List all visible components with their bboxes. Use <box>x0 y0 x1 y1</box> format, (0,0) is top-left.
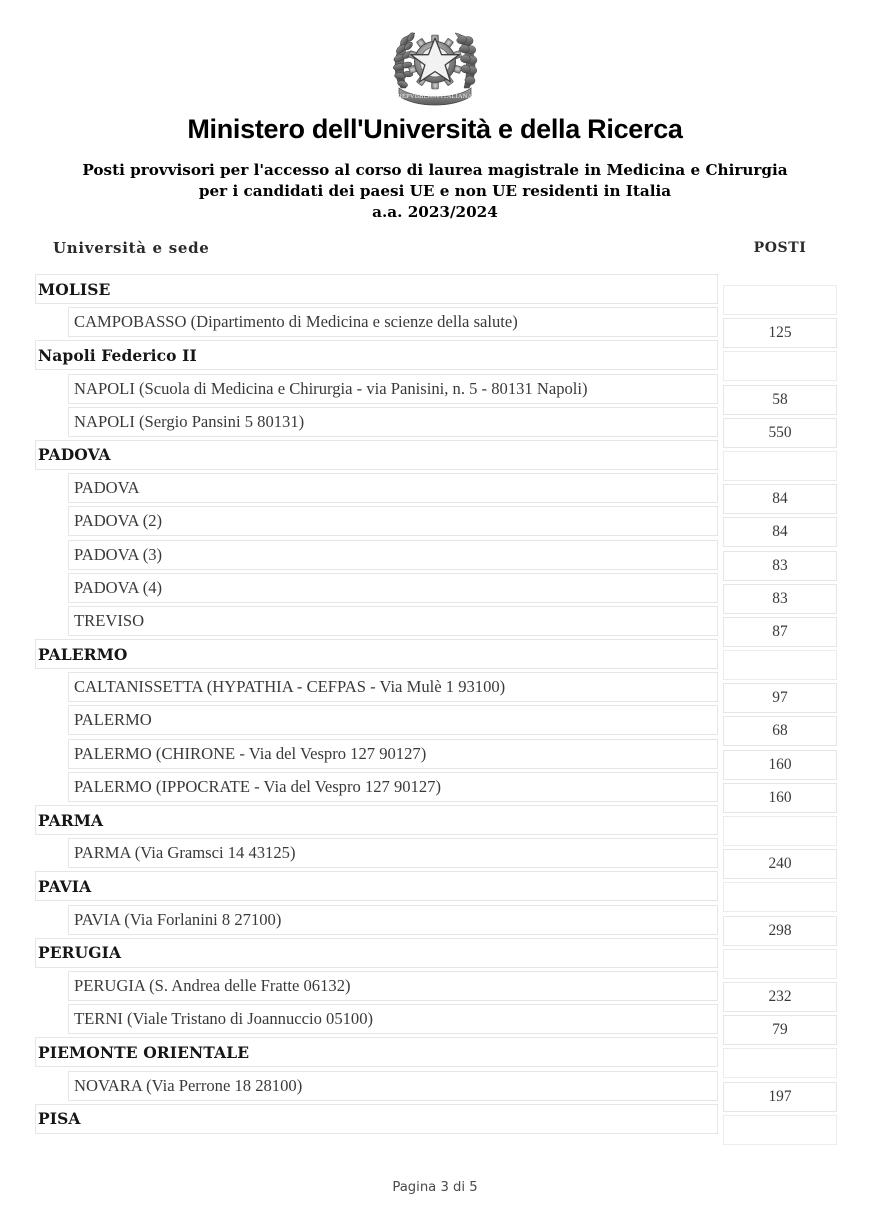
sede-name-cell: PARMA (Via Gramsci 14 43125) <box>68 838 718 868</box>
table-row <box>0 540 870 573</box>
group-name-cell: PISA <box>35 1104 718 1134</box>
posti-value-cell: 58 <box>723 385 837 415</box>
posti-value-cell: 97 <box>723 683 837 713</box>
table-row <box>0 307 870 340</box>
subtitle-line-2: per i candidati dei paesi UE e non UE residenti in Italia <box>198 182 672 200</box>
posti-value-cell: 79 <box>723 1015 837 1045</box>
posti-value-cell: 84 <box>723 517 837 547</box>
posti-value-cell <box>723 1115 837 1145</box>
group-name-cell: PAVIA <box>35 871 718 901</box>
table-row <box>0 573 870 606</box>
posti-value-cell: 232 <box>723 982 837 1012</box>
table-row <box>0 606 870 639</box>
sede-name-cell: PERUGIA (S. Andrea delle Fratte 06132) <box>68 971 718 1001</box>
subtitle-line-3: a.a. 2023/2024 <box>372 203 498 221</box>
sede-name-cell: PAVIA (Via Forlanini 8 27100) <box>68 905 718 935</box>
table-group-row <box>0 805 870 838</box>
table-group-row <box>0 1104 870 1137</box>
posti-value-cell: 550 <box>723 418 837 448</box>
table-group-row <box>0 639 870 672</box>
table-group-row <box>0 274 870 307</box>
table-group-row <box>0 871 870 904</box>
sede-name-cell: PALERMO (IPPOCRATE - Via del Vespro 127 90127) <box>68 772 718 802</box>
table-row <box>0 705 870 738</box>
sede-name-cell: TERNI (Viale Tristano di Joannuccio 05100) <box>68 1004 718 1034</box>
posti-value-cell: 240 <box>723 849 837 879</box>
sede-name-cell: PALERMO (CHIRONE - Via del Vespro 127 90127) <box>68 739 718 769</box>
table-row <box>0 1004 870 1037</box>
sede-name-cell: NOVARA (Via Perrone 18 28100) <box>68 1071 718 1101</box>
sede-name-cell: NAPOLI (Scuola di Medicina e Chirurgia - via Panisini, n. 5 - 80131 Napoli) <box>68 374 718 404</box>
subtitle-block <box>0 160 870 223</box>
svg-text:REPVBBLICA ITALIANA: REPVBBLICA ITALIANA <box>397 93 473 101</box>
table-row <box>0 374 870 407</box>
table-group-row <box>0 1037 870 1070</box>
table-group-row <box>0 440 870 473</box>
sede-name-cell: TREVISO <box>68 606 718 636</box>
sede-name-cell: CAMPOBASSO (Dipartimento di Medicina e scienze della salute) <box>68 307 718 337</box>
emblem-ribbon <box>398 88 473 105</box>
group-name-cell: PERUGIA <box>35 938 718 968</box>
table-row <box>0 772 870 805</box>
posti-value-cell: 125 <box>723 318 837 348</box>
posti-value-cell: 87 <box>723 617 837 647</box>
group-name-cell: PALERMO <box>35 639 718 669</box>
posti-value-cell: 197 <box>723 1082 837 1112</box>
page-title: Ministero dell'Università e della Ricerca <box>187 114 683 144</box>
sede-name-cell: PALERMO <box>68 705 718 735</box>
emblem-container <box>0 22 870 112</box>
page-footer: Pagina 3 di 5 <box>392 1180 478 1195</box>
table-row <box>0 905 870 938</box>
posti-value-cell: 84 <box>723 484 837 514</box>
table-row <box>0 838 870 871</box>
table-group-row <box>0 340 870 373</box>
column-header-universita-e-sede: Università e sede <box>53 239 210 257</box>
posti-value-cell: 83 <box>723 584 837 614</box>
sede-name-cell: PADOVA <box>68 473 718 503</box>
table-body <box>0 274 870 1137</box>
column-header-posti: POSTI <box>753 240 807 256</box>
table-row <box>0 1071 870 1104</box>
posti-value-cell: 160 <box>723 783 837 813</box>
posti-value-cell: 68 <box>723 716 837 746</box>
group-name-cell: PIEMONTE ORIENTALE <box>35 1037 718 1067</box>
table-group-row <box>0 938 870 971</box>
sede-name-cell: CALTANISSETTA (HYPATHIA - CEFPAS - Via Mulè 1 93100) <box>68 672 718 702</box>
posti-value-cell: 298 <box>723 916 837 946</box>
sede-name-cell: PADOVA (4) <box>68 573 718 603</box>
sede-name-cell: PADOVA (2) <box>68 506 718 536</box>
group-name-cell: PADOVA <box>35 440 718 470</box>
sede-name-cell: PADOVA (3) <box>68 540 718 570</box>
sede-name-cell: NAPOLI (Sergio Pansini 5 80131) <box>68 407 718 437</box>
table-row <box>0 506 870 539</box>
group-name-cell: MOLISE <box>35 274 718 304</box>
table-row <box>0 739 870 772</box>
table-row <box>0 971 870 1004</box>
table-row <box>0 407 870 440</box>
posti-value-cell: 83 <box>723 551 837 581</box>
posti-value-cell: 160 <box>723 750 837 780</box>
table-row <box>0 672 870 705</box>
subtitle-line-1: Posti provvisori per l'accesso al corso di laurea magistrale in Medicina e Chirurgia <box>82 161 788 179</box>
table-row <box>0 473 870 506</box>
italian-republic-emblem-icon <box>389 22 481 112</box>
group-name-cell: Napoli Federico II <box>35 340 718 370</box>
group-name-cell: PARMA <box>35 805 718 835</box>
